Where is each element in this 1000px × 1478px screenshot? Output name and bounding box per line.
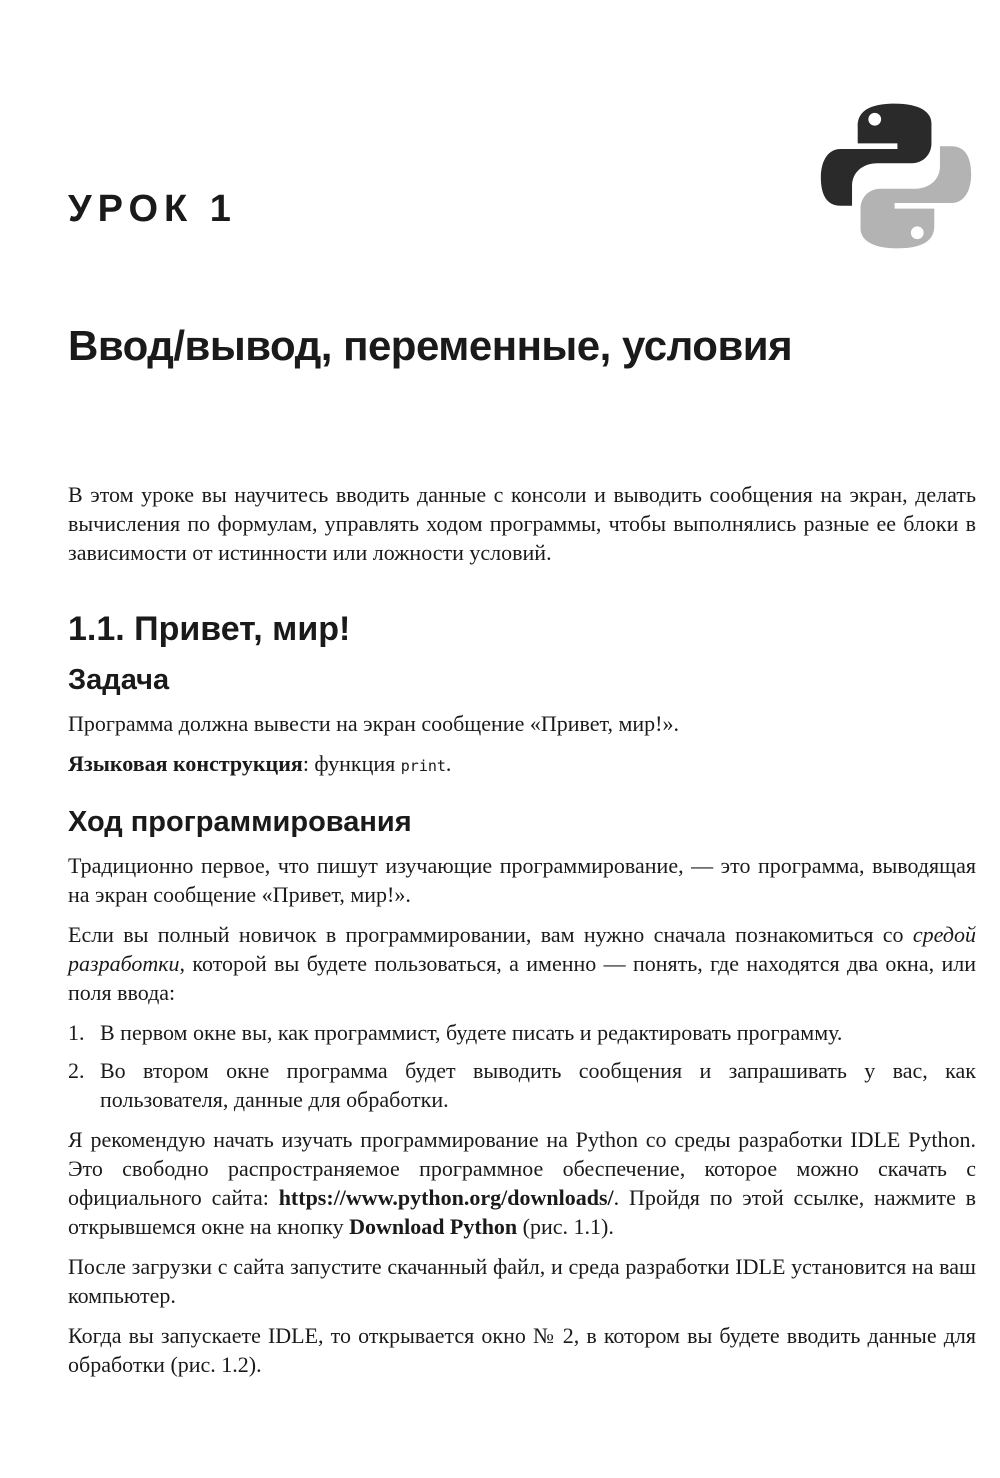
page-content: [68, 480, 976, 1390]
list-item-text: В первом окне вы, как программист, будете писать и редактировать программу.: [100, 1020, 843, 1045]
task-paragraph: Программа должна вывести на экран сообщение «Привет, мир!».: [68, 711, 679, 736]
paragraph-recommend-start: Я рекомендую начать изучать программирование на Python со среды разработки IDLE Python. Это свободно распространяемое программное обеспечение, которое можно скачать с официального сайта:: [68, 1127, 976, 1210]
dev-environment-term: средой разработки: [68, 922, 976, 976]
lesson-label: УРОК 1: [68, 188, 237, 230]
python-logo-bottom-eye: [911, 226, 924, 239]
windows-list: [68, 1018, 976, 1114]
intro-paragraph: В этом уроке вы научитесь вводить данные с консоли и выводить сообщения на экран, делать вычисления по формулам, управлять ходом программы, чтобы выполнялись разные ее блоки в зависимости от истинности или ложности условий.: [68, 482, 976, 565]
download-python-button-name: Download Python: [349, 1214, 518, 1239]
paragraph-recommend-end: (рис. 1.1).: [517, 1214, 614, 1239]
list-item-number: 1.: [68, 1020, 85, 1045]
construct-end: .: [445, 751, 452, 776]
list-item: [68, 1018, 976, 1047]
list-item-number: 2.: [68, 1058, 85, 1083]
paragraph-newbie-end: , которой вы будете пользоваться, а именно — понять, где находятся два окна, или поля ввода:: [68, 951, 976, 1005]
paragraph-launch: Когда вы запускаете IDLE, то открывается окно № 2, в котором вы будете вводить данные для обработки (рис. 1.2).: [68, 1323, 976, 1377]
paragraph-recommend: [68, 1125, 976, 1241]
construct-text: : функция: [302, 751, 401, 776]
paragraph-newbie-start: Если вы полный новичок в программировании, вам нужно сначала познакомиться со: [68, 922, 913, 947]
download-url-link[interactable]: https://www.python.org/downloads/: [278, 1185, 614, 1210]
progress-heading: Ход программирования: [68, 806, 412, 838]
section-title: 1.1. Привет, мир!: [68, 610, 351, 648]
paragraph-recommend-middle: . Пройдя по этой ссылке, нажмите в открывшемся окне на кнопку: [68, 1185, 977, 1239]
list-item: [68, 1056, 976, 1114]
construct-label: Языковая конструкция: [68, 751, 303, 776]
paragraph-traditional: Традиционно первое, что пишут изучающие программирование, — это программа, выводящая на экран сообщение «Привет, мир!».: [68, 853, 976, 907]
chapter-title: Ввод/вывод, переменные, условия: [68, 322, 793, 369]
construct-code: print: [400, 757, 446, 775]
construct-paragraph: [68, 749, 976, 781]
paragraph-install: После загрузки с сайта запустите скачанный файл, и среда разработки IDLE установится на ваш компьютер.: [68, 1254, 976, 1308]
python-logo-icon: [818, 98, 974, 254]
python-logo-top-eye: [868, 113, 881, 126]
list-item-text: Во втором окне программа будет выводить сообщения и запрашивать у вас, как пользователя, данные для обработки.: [100, 1058, 976, 1112]
task-heading: Задача: [68, 664, 170, 696]
paragraph-newbie: [68, 920, 976, 1007]
